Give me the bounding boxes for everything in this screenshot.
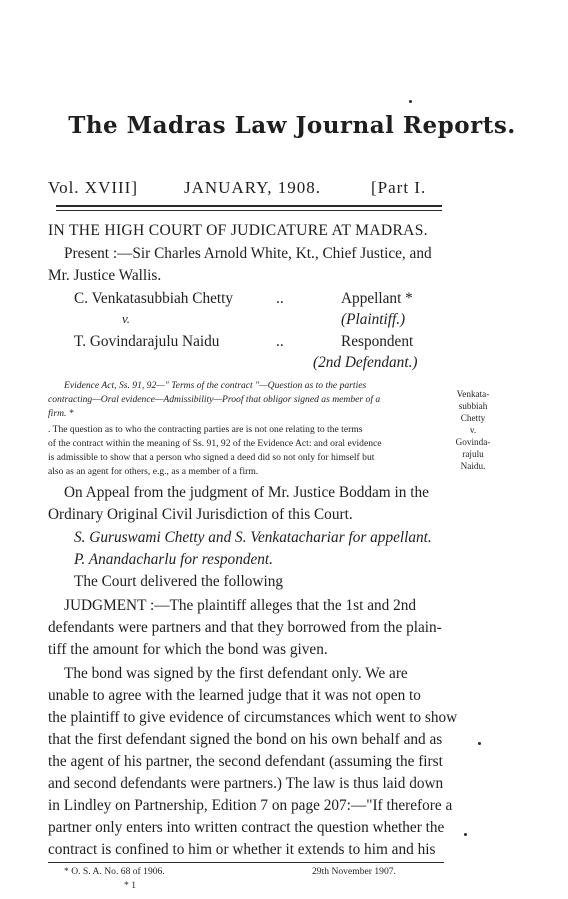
footnote-case: * O. S. A. No. 68 of 1906.: [64, 866, 165, 877]
separator-dots: ..: [276, 333, 284, 350]
present-line-2: Mr. Justice Wallis.: [48, 267, 162, 284]
margin-note-line: v.: [469, 425, 477, 435]
appeal-line: On Appeal from the judgment of Mr. Justice Boddam in the: [64, 484, 429, 501]
court-delivered: The Court delivered the following: [74, 573, 284, 590]
judgment-line: defendants were partners and that they borrowed from the plain-: [48, 619, 442, 636]
paragraph-line: unable to agree with the learned judge that it was not open to: [48, 687, 421, 704]
respondent-name: T. Govindarajulu Naidu: [74, 333, 220, 350]
footnote-rule: [48, 862, 444, 863]
respondent-role: Respondent: [341, 333, 414, 350]
scan-speck: [409, 100, 412, 103]
margin-note-line: Chetty: [460, 413, 486, 423]
headnote-line: . The question as to who the contracting parties are is not one relating to the terms: [48, 424, 363, 435]
margin-note-line: rajulu: [462, 449, 484, 459]
footnote-date: 29th November 1907.: [312, 866, 396, 877]
headnote-line: is admissible to show that a person who signed a deed did so not only for himself but: [48, 452, 375, 463]
present-line: Present :—Sir Charles Arnold White, Kt., Chief Justice, and: [64, 245, 432, 262]
paragraph-line: that the first defendant signed the bond on his own behalf and as: [48, 731, 443, 748]
paragraph-line: contract is confined to him or whether it extends to him and his: [48, 841, 436, 858]
court-heading: IN THE HIGH COURT OF JUDICATURE AT MADRAS.: [48, 222, 428, 239]
headnote-line: of the contract within the meaning of Ss. 91, 92 of the Evidence Act: and oral evidence: [48, 438, 382, 449]
scan-speck: [464, 833, 467, 836]
appeal-line-2: Ordinary Original Civil Jurisdiction of this Court.: [48, 506, 353, 523]
paragraph-line: The bond was signed by the first defendant only. We are: [64, 665, 408, 682]
issue-date: JANUARY, 1908.: [184, 178, 321, 197]
page-signature: * 1: [124, 880, 136, 891]
judgment-line: tiff the amount for which the bond was given.: [48, 641, 328, 658]
counsel-respondent: P. Anandacharlu for respondent.: [74, 551, 274, 568]
judgment-line: JUDGMENT :—The plaintiff alleges that the 1st and 2nd: [64, 597, 417, 614]
part-label: [Part I.: [371, 178, 427, 197]
versus-label: v.: [122, 311, 131, 326]
paragraph-line: and second defendants were partners.) The law is thus laid down: [48, 775, 444, 792]
appellant-role: Appellant *: [341, 290, 413, 307]
appellant-name: C. Venkatasubbiah Chetty: [74, 290, 234, 307]
margin-note: [451, 388, 495, 472]
counsel-appellant: S. Guruswami Chetty and S. Venkatachariar for appellant.: [74, 529, 432, 546]
journal-title: The Madras Law Journal Reports.: [68, 112, 516, 139]
margin-note-line: Govinda-: [455, 437, 491, 447]
paragraph-line: partner only enters into written contract the question whether the: [48, 819, 445, 836]
header-rule-thin: [56, 210, 442, 211]
headnote-line: firm. *: [48, 408, 74, 419]
scan-speck: [478, 742, 481, 745]
margin-note-line: Venkata-: [456, 389, 490, 399]
separator-dots: ..: [276, 290, 284, 307]
headnote-line: also as an agent for others, e.g., as a member of a firm.: [48, 466, 259, 477]
paragraph-line: the agent of his partner, the second defendant (assuming the first: [48, 753, 443, 770]
volume-label: Vol. XVIII]: [48, 178, 139, 197]
appellant-subrole: (Plaintiff.): [341, 311, 406, 328]
headnote-line: Evidence Act, Ss. 91, 92—" Terms of the contract "—Question as to the parties: [64, 380, 367, 391]
respondent-subrole: (2nd Defendant.): [313, 354, 418, 371]
header-rule: [56, 205, 442, 207]
margin-note-line: Naidu.: [460, 461, 486, 471]
paragraph-line: the plaintiff to give evidence of circumstances which went to show: [48, 709, 458, 726]
paragraph-line: in Lindley on Partnership, Edition 7 on page 207:—"If therefore a: [48, 797, 453, 814]
margin-note-line: subbiah: [458, 401, 488, 411]
headnote-line: contracting—Oral evidence—Admissibility—Proof that obligor signed as member of a: [48, 394, 381, 405]
